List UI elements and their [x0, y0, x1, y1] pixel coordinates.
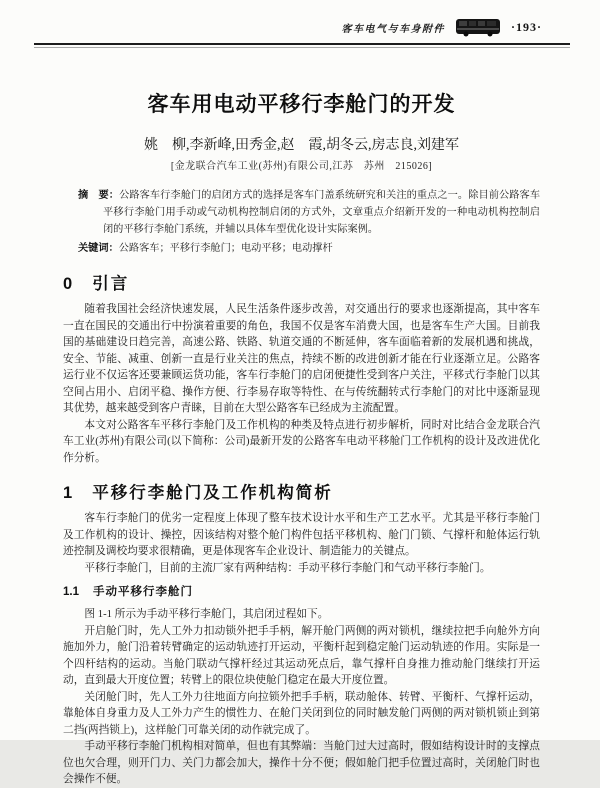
article-body	[63, 92, 540, 788]
section-0-title: 引言	[92, 275, 130, 293]
abstract-block	[78, 187, 540, 238]
page-number: ·193·	[510, 19, 542, 34]
keywords-label: 关键词：	[78, 243, 119, 254]
abstract-label: 摘 要：	[78, 190, 120, 201]
article-title: 客车用电动平移行李舱门的开发	[147, 93, 456, 116]
intro-paragraph-1: 随着我国社会经济快速发展，人民生活条件逐步改善，对交通出行的要求也逐渐提高，其中客车一直在国民的交通出行中扮演着重要的角色，我国不仅是客车消费大国，也是客车生产大国。目前我国的基础建设日趋完善，高速公路、铁路、轨道交通的不断延伸，客车面临着新的发展机遇和挑战，安全、节能、减重、创新一直是行业关注的焦点，持续不断的改进创新才能在行业逐渐立足。公路客运行业不仅运客还要兼顾运货功能，客车行李舱门的启闭便捷性受到客户关注，平移式行李舱门以其空间占用小、启闭平稳、操作方便、行李易存取等特性、在与传统翻转式行李舱门的对比中逐渐显现其优势，越来越受到客户青睐，目前在大型公路客车已经成为主流配置。	[63, 303, 540, 414]
section-1-paragraph-2: 平移行李舱门，目前的主流厂家有两种结构：手动平移行李舱门和气动平移行李舱门。	[84, 561, 491, 574]
journal-title: 客车电气与车身附件	[341, 23, 445, 35]
section-0-heading	[63, 273, 540, 295]
header-rule-light-line	[34, 47, 570, 48]
section-1-paragraph-1: 客车行李舱门的优劣一定程度上体现了整车技术设计水平和生产工艺水平。尤其是平移行李舱门及工作机构的设计、操控，因该结构对整个舱门构件包括平移机构、舱门门锁、气撑杆和舱体运行轨迹控制及调校均要求很精确，更是体现客车企业设计、制造能力的关键点。	[63, 512, 540, 557]
section-1-number: 1	[63, 484, 73, 502]
keywords-block	[78, 240, 540, 257]
section-1-1-paragraph-3: 关闭舱门时，先人工外力往地面方向拉锁外把手手柄，联动舱体、转臂、平衡杆、气撑杆运动，靠舱体自身重力及人工外力产生的惯性力、在舱门关闭到位的同时触发舱门两侧的两对锁机锁止到第二挡(两挡锁上)，这样舱门可靠关闭的动作就完成了。	[63, 690, 540, 736]
section-1-title: 平移行李舱门及工作机构简析	[92, 484, 333, 502]
authors-line: 姚 柳,李新峰,田秀金,赵 霞,胡冬云,房志良,刘建军	[144, 138, 459, 153]
section-0-number: 0	[63, 275, 73, 293]
bus-photo-icon	[455, 17, 501, 37]
section-1-1-title: 手动平移行李舱门	[93, 586, 193, 598]
section-1-1-number: 1.1	[63, 586, 79, 598]
section-1-1-paragraph-1: 图 1-1 所示为手动平移行李舱门，其启闭过程如下。	[84, 608, 329, 620]
header-rule-dark-line	[34, 43, 570, 45]
section-1-1-heading	[63, 584, 540, 600]
abstract-text: 公路客车行李舱门的启闭方式的选择是客车门盖系统研究和关注的重点之一。除目前公路客车平移行李舱门用手动或气动机构控制启闭的方式外，文章重点介绍新开发的一种电动机构控制启闭的平移行李舱门系统，并辅以具体车型优化设计实际案例。	[103, 190, 540, 235]
section-1-1-paragraph-4: 手动平移行李舱门机构相对简单，但也有其弊端：当舱门过大过高时，假如结构设计时的支撑点位也欠合理，则开门力、关门力都会加大，操作十分不便；假如舱门把手位置过高时，关闭舱门时也会操作不便。	[63, 740, 540, 785]
intro-paragraph-2: 本文对公路客车平移行李舱门及工作机构的种类及特点进行初步解析，同时对比结合金龙联合汽车工业(苏州)有限公司(以下简称：公司)最新开发的公路客车电动平移舱门工作机构的设计及改进优化作分析。	[63, 418, 540, 464]
section-1-1-paragraph-2: 开启舱门时，先人工外力扣动锁外把手手柄，解开舱门两侧的两对锁机，继续拉把手向舱外方向施加外力，舱门沿着转臂确定的运动轨迹打开运动，平衡杆起到稳定舱门运动轨迹的作用。实际是一个四杆结构的运动。当舱门联动气撑杆经过其运动死点后，靠气撑杆自身推力推动舱门继续打开运动，直到最大开度位置；转臂上的限位块使舱门稳定在最大开度位置。	[63, 624, 540, 686]
page-header	[0, 0, 600, 40]
section-1-heading	[63, 482, 540, 504]
header-rule	[34, 43, 570, 48]
affiliation-line: [金龙联合汽车工业(苏州)有限公司,江苏 苏州 215026]	[170, 161, 433, 172]
keywords-text: 公路客车；平移行李舱门；电动平移；电动撑杆	[118, 243, 333, 254]
